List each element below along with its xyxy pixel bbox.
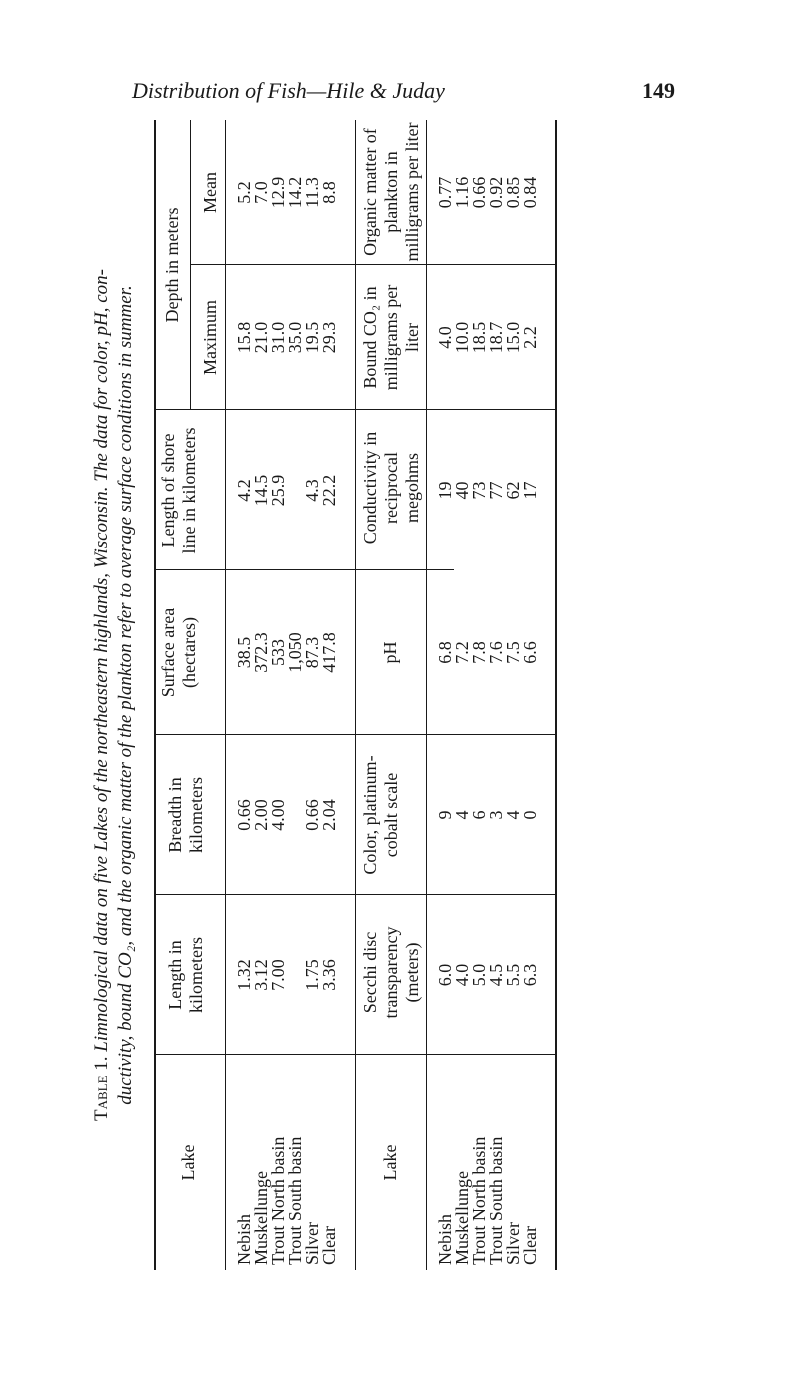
rule-table-split [355,120,356,1270]
t2-ph-header: pH [380,641,400,664]
col-sep-1 [154,1054,555,1055]
rule-top [154,120,156,1270]
t1-length-values: 1.32 3.12 7.00 1.75 3.36 [234,959,339,991]
page-number: 149 [642,78,675,103]
t1-breadth-header: Breadth in kilometers [165,777,206,853]
t2-organic-header: Organic matter of plankton in milligrams per liter [360,122,422,262]
t2-co2-header: Bound CO₂ in milligrams per liter [360,284,422,391]
t1-lake-names: Nebish Muskellunge Trout North basin Trout South basin Silver Clear [234,1136,339,1265]
t2-lake-header: Lake [380,1144,400,1181]
t1-area-header: Surface area (hectares) [158,607,199,698]
t1-mean-depth-values: 5.2 7.0 12.9 14.2 11.3 8.8 [234,176,339,209]
t2-conductivity-values: 19 40 73 77 62 17 [435,481,540,500]
rotated-table-page [90,120,650,1270]
t2-organic-values: 0.77 1.16 0.66 0.92 0.85 0.84 [435,176,540,209]
t1-mean-header: Mean [200,172,220,213]
t1-shore-values: 4.2 14.5 25.9 4.3 22.2 [234,474,339,507]
t2-color-values: 9 4 6 3 4 0 [435,810,540,820]
rule-header-2 [426,120,427,1270]
t2-secchi-header: Secchi disc transparency (meters) [360,926,422,1019]
t2-conductivity-header: Conductivity in reciprocal megohms [360,431,422,545]
rule-bottom [555,120,557,1270]
t2-lake-names: Nebish Muskellunge Trout North basin Trout South basin Silver Clear [435,1136,540,1265]
table-caption [90,120,138,1270]
t1-shore-header: Length of shore line in kilometers [158,427,199,554]
t1-length-header: Length in kilometers [165,937,206,1013]
t2-ph-values: 6.8 7.2 7.8 7.6 7.5 6.6 [435,641,540,664]
t1-breadth-values: 0.66 2.00 4.00 0.66 2.04 [234,799,339,831]
rule-depth-span [190,120,191,410]
t1-max-header: Maximum [200,300,220,375]
col-sep-3 [154,734,555,735]
t1-depth-header: Depth in meters [162,207,182,323]
t1-area-values: 38.5 372.3 533 1,050 87.3 417.8 [234,632,339,673]
col-sep-2 [154,894,555,895]
caption-line-1: Limnological data on five Lakes of the northeastern highlands, Wisconsin. The data for color, pH, con- [91,269,112,1052]
caption-line-2: ductivity, bound CO₂, and the organic matter of the plankton refer to average surface conditions in summer. [115,285,136,1105]
t2-color-header: Color, platinum-cobalt scale [360,755,401,875]
t1-max-depth-values: 15.8 21.0 31.0 35.0 19.5 29.3 [234,321,339,354]
rule-header-1 [225,120,226,1270]
t2-co2-values: 4.0 10.0 18.5 18.7 15.0 2.2 [435,321,540,354]
running-head: Distribution of Fish—Hile & Juday [132,78,445,103]
col-sep-4 [154,569,454,570]
t1-lake-header: Lake [178,1144,198,1181]
table-label: Table 1. [91,1056,112,1121]
t2-secchi-values: 6.0 4.0 5.0 4.5 5.5 6.3 [435,963,540,987]
